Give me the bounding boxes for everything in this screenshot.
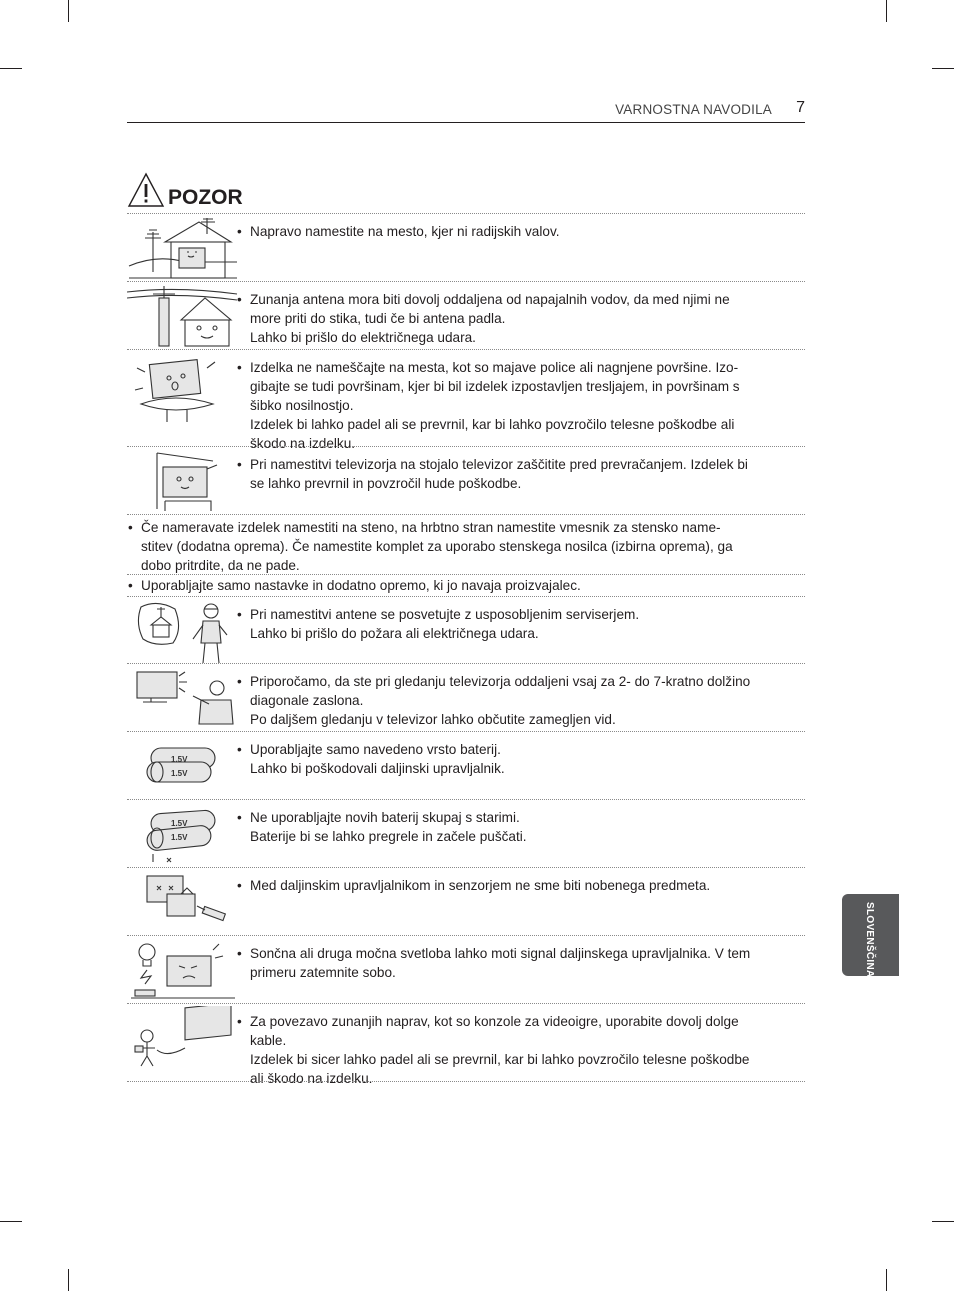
item-text: • Če nameravate izdelek namestiti na steno, na hrbtno stran namestite vmesnik za stensko name- stitev (dodatna oprema). Če namestite komplet za uporabo stenskega nosilca (izbirna oprema), ga dobo pritrdite, da ne pade. <box>128 520 733 573</box>
header-title: VARNOSTNA NAVODILA <box>615 102 772 117</box>
caution-item <box>127 213 805 282</box>
caution-heading <box>127 172 805 212</box>
caution-item <box>127 281 805 350</box>
caution-item <box>127 663 805 732</box>
page-number: 7 <box>796 99 805 116</box>
caution-item <box>127 349 805 451</box>
battery-label: 1.5V <box>171 769 188 778</box>
remote-obstruction-illustration <box>127 870 239 934</box>
caution-item <box>127 514 805 575</box>
viewing-distance-illustration <box>127 666 239 730</box>
caution-item <box>127 596 805 664</box>
mixed-battery-illustration <box>127 802 239 866</box>
item-text: • Izdelka ne nameščajte na mesta, kot so majave police ali nagnjene površine. Izo- gibajte se tudi površinam, kjer bi bil izdelek izpostavljen tresljajem, in površinam s šibko nosilnostjo. Izdelek bi lahko padel ali se prevrnil, kar bi lahko povzročilo telesne poškodbe ali škodo na izdelku. <box>237 360 740 451</box>
battery-label: 1.5V <box>171 819 188 828</box>
battery-label: 1.5V <box>171 755 188 764</box>
item-text: • Med daljinskim upravljalnikom in senzorjem ne sme biti nobenega predmeta. <box>237 878 711 893</box>
item-text: • Pri namestitvi televizorja na stojalo televizor zaščitite pred prevračanjem. Izdelek bi se lahko prevrnil in povzročil hude poškodbe. <box>237 457 748 491</box>
item-text: • Za povezavo zunanjih naprav, kot so konzole za videoigre, uporabite dovolj dolge kable. Izdelek bi sicer lahko padel ali se prevrnil, kar bi lahko povzročilo telesne poškodbe ali škodo na izdelku. <box>237 1014 750 1086</box>
section-title: POZOR <box>168 186 243 209</box>
tv-stand-illustration <box>127 449 239 513</box>
language-tab-label: SLOVENŠČINA <box>864 902 875 978</box>
section-end-rule <box>127 1081 805 1082</box>
service-technician-illustration <box>127 599 239 663</box>
caution-item <box>127 935 805 1004</box>
game-console-cable-illustration <box>127 1006 239 1070</box>
house-antenna-illustration <box>127 216 239 280</box>
caution-item <box>127 731 805 800</box>
bullet: • <box>237 224 242 239</box>
warning-triangle-icon <box>127 172 165 208</box>
item-text: • Ne uporabljajte novih baterij skupaj s starimi. Baterije bi se lahko pregrele in začele puščati. <box>237 810 527 844</box>
caution-item <box>127 1003 805 1086</box>
page-header <box>127 96 805 123</box>
antenna-power-line-illustration <box>127 284 239 348</box>
item-text: • Zunanja antena mora biti dovolj oddaljena od napajalnih vodov, da med njimi ne more priti do stika, tudi če bi antena padla. Lahko bi prišlo do električnega udara. <box>237 292 730 345</box>
caution-item <box>127 799 805 868</box>
item-text: • Sončna ali druga močna svetloba lahko moti signal daljinskega upravljalnika. V tem primeru zatemnite sobo. <box>237 946 751 980</box>
item-text: • Uporabljajte samo navedeno vrsto baterij. Lahko bi poškodovali daljinski upravljalnik. <box>237 742 505 776</box>
strong-light-illustration <box>127 938 239 1002</box>
language-tab <box>842 894 899 976</box>
battery-illustration <box>127 734 239 798</box>
item-text: • Priporočamo, da ste pri gledanju televizorja oddaljeni vsaj za 2- do 7-kratno dolžino diagonale zaslona. Po daljšem gledanju v televizor lahko občutite zamegljen vid. <box>237 674 751 727</box>
item-text: • Pri namestitvi antene se posvetujte z usposobljenim serviserjem. Lahko bi prišlo do požara ali električnega udara. <box>237 607 640 641</box>
item-text: • Napravo namestite na mesto, kjer ni radijskih valov. <box>237 224 560 239</box>
caution-item <box>127 867 805 936</box>
battery-label: 1.5V <box>171 833 188 842</box>
caution-item <box>127 574 805 597</box>
item-text: • Uporabljajte samo nastavke in dodatno opremo, ki jo navaja proizvajalec. <box>128 578 581 593</box>
caution-item <box>127 446 805 515</box>
wobbly-tv-illustration <box>127 352 239 424</box>
